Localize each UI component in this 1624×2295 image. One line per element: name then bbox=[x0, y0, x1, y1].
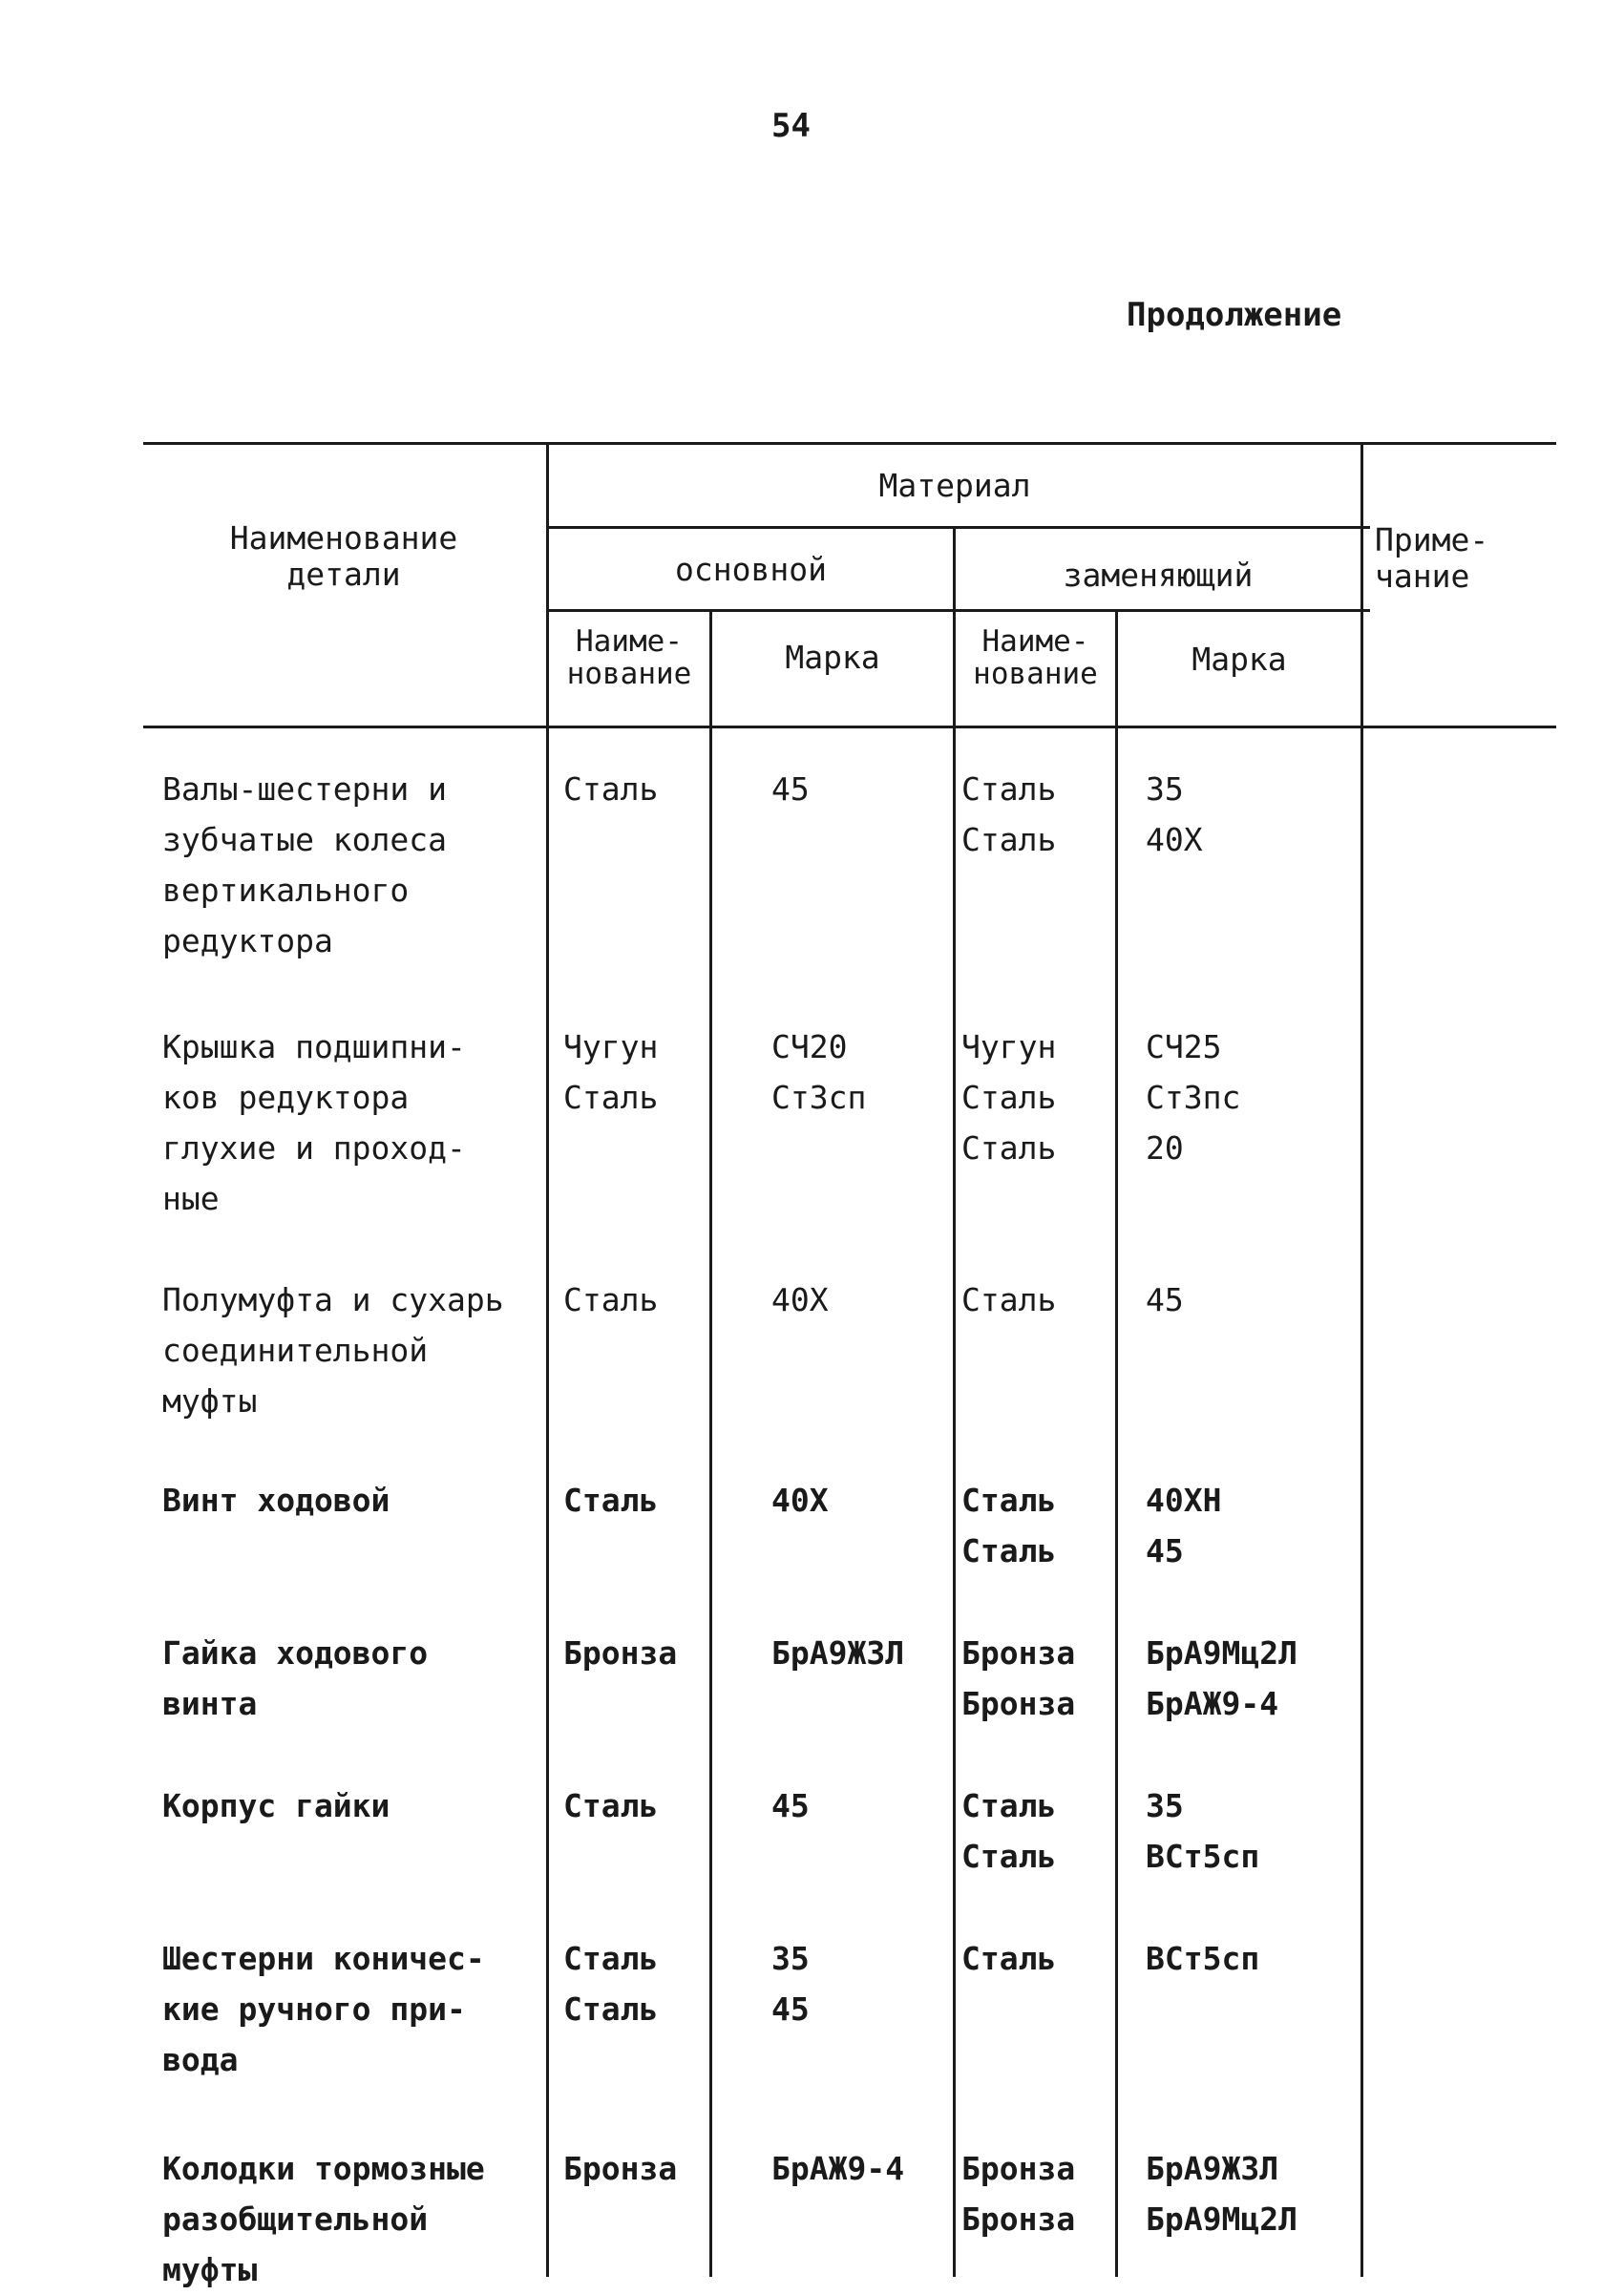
main-name-cell: Бронза bbox=[563, 1634, 678, 1672]
part-name-cell: вертикального bbox=[162, 872, 410, 909]
sub-grade-cell: БрА9Ж3Л bbox=[1146, 2150, 1279, 2187]
header-substitute: заменяющий bbox=[1063, 557, 1254, 594]
sub-name-cell: Сталь bbox=[961, 1079, 1057, 1116]
sub-name-cell: Сталь bbox=[961, 1281, 1057, 1318]
header-main-grade: Марка bbox=[785, 639, 880, 676]
sub-name-cell: Сталь bbox=[961, 1787, 1057, 1824]
sub-grade-cell: БрА9Мц2Л bbox=[1146, 2200, 1297, 2238]
header-note: Приме- чание bbox=[1375, 521, 1489, 595]
part-name-cell: Колодки тормозные bbox=[162, 2150, 485, 2187]
main-name-cell: Сталь bbox=[563, 770, 659, 808]
main-grade-cell: 40Х bbox=[771, 1281, 829, 1318]
sub-name-cell: Сталь bbox=[961, 770, 1057, 808]
header-sub-grade: Марка bbox=[1192, 641, 1287, 678]
part-name-cell: муфты bbox=[162, 1382, 258, 1420]
sub-grade-cell: ВСт5сп bbox=[1146, 1838, 1260, 1875]
header-main-name: Наиме- нование bbox=[566, 624, 692, 691]
main-name-cell: Сталь bbox=[563, 1281, 659, 1318]
part-name-cell: глухие и проход- bbox=[162, 1129, 466, 1167]
main-grade-cell: СЧ20 bbox=[771, 1028, 848, 1065]
sub-grade-cell: БрАЖ9-4 bbox=[1146, 1685, 1279, 1722]
header-material: Материал bbox=[878, 467, 1031, 504]
continuation-label: Продолжение bbox=[1127, 296, 1342, 334]
sub-grade-cell: 45 bbox=[1146, 1532, 1184, 1569]
part-name-cell: Корпус гайки bbox=[162, 1787, 390, 1824]
sub-grade-cell: Ст3пс bbox=[1146, 1079, 1241, 1116]
column-divider-5 bbox=[1360, 442, 1363, 2277]
sub-name-cell: Бронза bbox=[961, 1634, 1076, 1672]
main-grade-cell: 40Х bbox=[771, 1482, 829, 1519]
column-divider-4 bbox=[1115, 609, 1118, 2277]
table-top-rule bbox=[143, 442, 1556, 445]
main-name-cell: Сталь bbox=[563, 1990, 659, 2028]
part-name-cell: зубчатые колеса bbox=[162, 821, 448, 858]
main-name-cell: Сталь bbox=[563, 1482, 659, 1519]
part-name-cell: Шестерни коничес- bbox=[162, 1940, 485, 1977]
main-name-cell: Чугун bbox=[563, 1028, 659, 1065]
part-name-cell: кие ручного при- bbox=[162, 1990, 466, 2028]
sub-name-cell: Сталь bbox=[961, 1482, 1057, 1519]
main-name-cell: Сталь bbox=[563, 1787, 659, 1824]
sub-grade-cell: 45 bbox=[1146, 1281, 1184, 1318]
sub-name-cell: Бронза bbox=[961, 2200, 1076, 2238]
sub-name-cell: Бронза bbox=[961, 1685, 1076, 1722]
column-divider-2 bbox=[709, 609, 712, 2277]
part-name-cell: Винт ходовой bbox=[162, 1482, 390, 1519]
main-grade-cell: БрАЖ9-4 bbox=[771, 2150, 905, 2187]
header-sub-name: Наиме- нование bbox=[973, 624, 1098, 691]
part-name-cell: редуктора bbox=[162, 922, 333, 959]
part-name-cell: ные bbox=[162, 1180, 220, 1217]
part-name-cell: Полумуфта и сухарь bbox=[162, 1281, 504, 1318]
main-grade-cell: 35 bbox=[771, 1940, 810, 1977]
part-name-cell: Валы-шестерни и bbox=[162, 770, 448, 808]
sub-name-cell: Сталь bbox=[961, 1940, 1057, 1977]
main-grade-cell: БрА9Ж3Л bbox=[771, 1634, 905, 1672]
part-name-cell: Гайка ходового bbox=[162, 1634, 429, 1672]
sub-grade-cell: 40ХН bbox=[1146, 1482, 1222, 1519]
sub-grade-cell: 35 bbox=[1146, 1787, 1184, 1824]
sub-name-cell: Сталь bbox=[961, 1838, 1057, 1875]
page-number: 54 bbox=[771, 107, 811, 145]
part-name-cell: разобщительной bbox=[162, 2200, 429, 2238]
main-grade-cell: 45 bbox=[771, 770, 810, 808]
part-name-cell: ков редуктора bbox=[162, 1079, 410, 1116]
column-divider-1 bbox=[546, 442, 549, 2277]
part-name-cell: соединительной bbox=[162, 1332, 429, 1369]
part-name-cell: винта bbox=[162, 1685, 258, 1722]
part-name-cell: Крышка подшипни- bbox=[162, 1028, 466, 1065]
sub-grade-cell: СЧ25 bbox=[1146, 1028, 1222, 1065]
main-grade-cell: Ст3сп bbox=[771, 1079, 867, 1116]
material-header-rule bbox=[549, 526, 1370, 529]
header-part-name: Наименование детали bbox=[229, 519, 458, 593]
sub-grade-cell: 35 bbox=[1146, 770, 1184, 808]
sub-grade-cell: 40Х bbox=[1146, 821, 1203, 858]
main-name-cell: Бронза bbox=[563, 2150, 678, 2187]
sub-name-cell: Сталь bbox=[961, 1532, 1057, 1569]
header-main: основной bbox=[675, 551, 827, 588]
sub-name-cell: Сталь bbox=[961, 821, 1057, 858]
sub-name-cell: Бронза bbox=[961, 2150, 1076, 2187]
sub-grade-cell: БрА9Мц2Л bbox=[1146, 1634, 1297, 1672]
part-name-cell: вода bbox=[162, 2041, 239, 2078]
sub-grade-cell: 20 bbox=[1146, 1129, 1184, 1167]
main-name-cell: Сталь bbox=[563, 1079, 659, 1116]
sub-grade-cell: ВСт5сп bbox=[1146, 1940, 1260, 1977]
header-bottom-rule bbox=[143, 726, 1556, 728]
part-name-cell: муфты bbox=[162, 2251, 258, 2288]
subheader-rule bbox=[549, 609, 1370, 612]
main-name-cell: Сталь bbox=[563, 1940, 659, 1977]
sub-name-cell: Сталь bbox=[961, 1129, 1057, 1167]
main-grade-cell: 45 bbox=[771, 1990, 810, 2028]
column-divider-3 bbox=[953, 526, 956, 2277]
sub-name-cell: Чугун bbox=[961, 1028, 1057, 1065]
main-grade-cell: 45 bbox=[771, 1787, 810, 1824]
